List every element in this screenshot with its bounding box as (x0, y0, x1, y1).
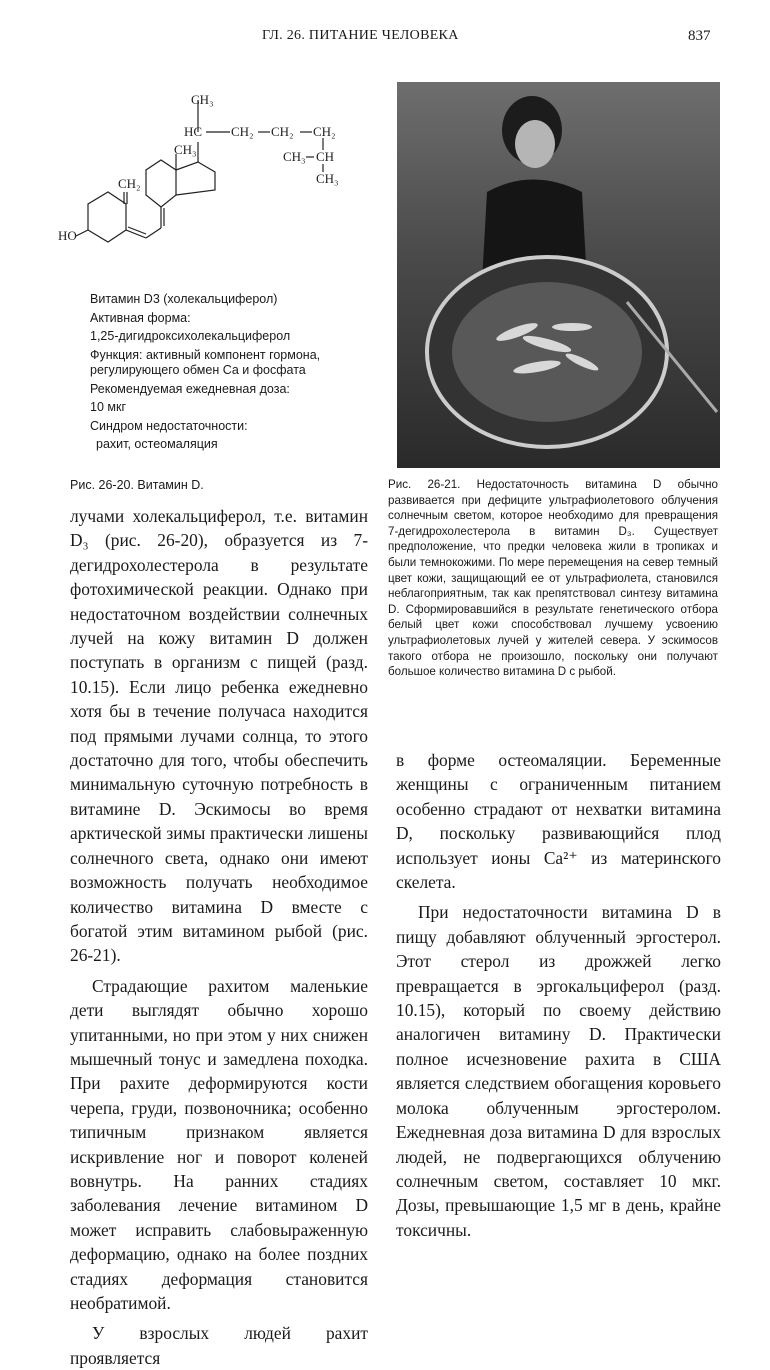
deficiency-label: Синдром недостаточности: (90, 418, 248, 433)
svg-text:CH₂: CH₂ (271, 124, 294, 139)
page-number: 837 (688, 28, 711, 44)
svg-text:CH₂: CH₂ (231, 124, 254, 139)
paragraph: У взрослых людей рахит проявляется (70, 1323, 368, 1368)
svg-text:CH₃: CH₃ (174, 142, 197, 157)
vitamin-d3-structural-formula (58, 92, 358, 252)
paragraph: лучами холекальциферол, т.е. витамин D₃ (рис. 26-20), образуется из 7-дегидрохолестерола в результате фотохимической реакции. Однако при недостаточном воздействии солнечных лучей на кожу витамин D должен поступать в организм с пищей (разд. 10.15). Если лицо ребенка ежедневно хотя бы в течение получаса находится под прямыми лучами солнца, то этого достаточно для того, чтобы обеспечить минимальную суточную потребность в витамине D. Эскимосы во время арктической зимы практически лишены солнечного света, однако они имеют возможность получать необходимое количество витамина D вместе с богатой этим витамином рыбой (рис. 26-21). (70, 506, 368, 966)
right-text-column (396, 748, 721, 1242)
figure-26-21-caption: Рис. 26-21. Недостаточность витамина D обычно развивается при дефиците ультрафиолетового облучения солнечным светом, которое необходимо для превращения 7-дегидрохолестерола в витамин D₃. Существует предположение, что предки человека жили в тропиках и были темнокожими. По мере перемещения на север темный цвет кожи, защищающий ее от ультрафиолета, становился неблагоприятным, так как препятствовал синтезу витамина D. Сформировавшийся в результате генетического отбора белый цвет кожи способствовал лучшему усвоению ультрафиолетовых лучей у жителей севера. У эскимосов такого отбора не произошло, поскольку они получают большое количество витамина D с рыбой. (388, 478, 718, 679)
function-text: Функция: активный компонент гормона, регулирующего обмен Са и фосфата (90, 347, 321, 377)
vitamin-info-box (90, 292, 360, 456)
paragraph: в форме остеомаляции. Беременные женщины с ограниченным питанием особенно страдают от нехватки витамина D, поскольку развивающийся плод использует ионы Ca²⁺ из материнского скелета. (396, 750, 721, 893)
active-form-label: Активная форма: (90, 310, 191, 325)
vitamin-name: Витамин D3 (холекальциферол) (90, 292, 278, 306)
dose-value: 10 мкг (90, 400, 126, 414)
active-form-value: 1,25-дигидроксихолекальциферол (90, 329, 291, 343)
figure-26-20-caption: Рис. 26-20. Витамин D. (70, 478, 204, 492)
svg-text:CH₂: CH₂ (313, 124, 336, 139)
svg-text:HO: HO (58, 228, 77, 243)
eskimo-child-fish-photo (397, 82, 720, 468)
dose-label: Рекомендуемая ежедневная доза: (90, 381, 290, 396)
left-text-column (70, 504, 368, 1370)
paragraph: При недостаточности витамина D в пищу добавляют облученный эргостерол. Этот стерол из дрожжей легко превращается в эргокальциферол (разд. 10.15), который по своему действию аналогичен витамину D. Практически полное исчезновение рахита в США является следствием обогащения коровьего молока облученным эргостеролом. Ежедневная доза витамина D для взрослых людей, не подвергающихся облучению солнечным светом, составляет 10 мкг. Дозы, превышающие 1,5 мг в день, крайне токсичны. (396, 902, 721, 1240)
svg-text:CH₂: CH₂ (118, 176, 141, 191)
svg-text:CH: CH (316, 149, 335, 164)
deficiency-value: рахит, остеомаляция (96, 437, 218, 451)
svg-text:HC: HC (184, 124, 203, 139)
svg-text:CH₃: CH₃ (283, 149, 306, 164)
paragraph: Страдающие рахитом маленькие дети выглядят обычно хорошо упитанными, но при этом у них снижен мышечный тонус и замедлена походка. При рахите деформируются кости черепа, груди, позвоночника; особенно типичным признаком является искривление ног и поворот коленей вовнутрь. На ранних стадиях заболевания лечение витамином D может исправить слабовыраженную деформацию, однако на более поздних стадиях деформация становится необратимой. (70, 975, 368, 1313)
svg-text:CH₃: CH₃ (191, 92, 214, 107)
chapter-title: ГЛ. 26. ПИТАНИЕ ЧЕЛОВЕКА (262, 28, 459, 43)
svg-text:CH₃: CH₃ (316, 171, 339, 186)
